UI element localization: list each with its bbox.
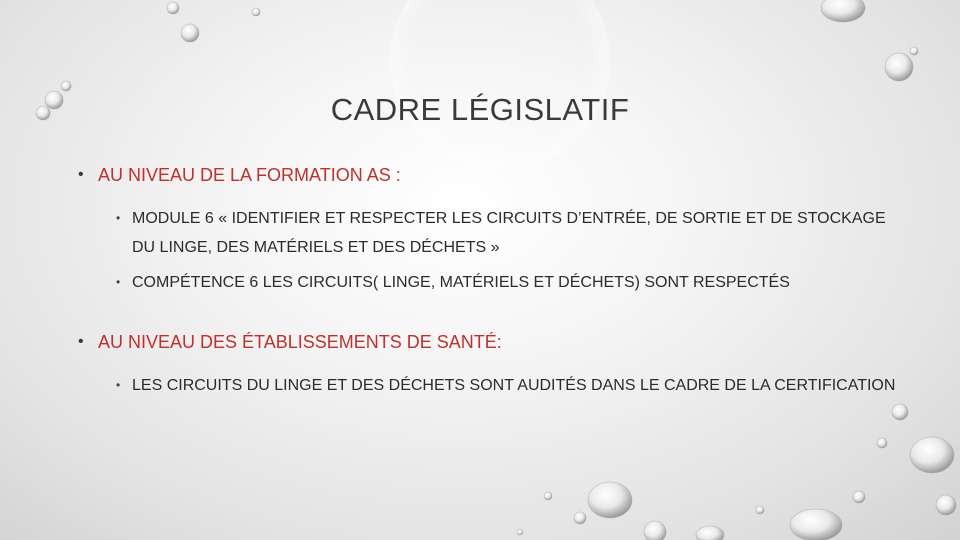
list-item: • LES CIRCUITS DU LINGE ET DES DÉCHETS SONT AUDITÉS DANS LE CADRE DE LA CERTIFICATION bbox=[116, 371, 908, 400]
section-heading-formation: • AU NIVEAU DE LA FORMATION AS : bbox=[78, 160, 908, 190]
slide-content bbox=[78, 160, 908, 412]
section-heading-etablissements: • AU NIVEAU DES ÉTABLISSEMENTS DE SANTÉ: bbox=[78, 327, 908, 357]
formation-items bbox=[78, 204, 908, 297]
slide-title: CADRE LÉGISLATIF bbox=[330, 92, 630, 127]
list-item: • MODULE 6 « IDENTIFIER ET RESPECTER LES CIRCUITS D’ENTRÉE, DE SORTIE ET DE STOCKAGE DU LINGE, DES MATÉRIELS ET DES DÉCHETS » bbox=[116, 204, 908, 262]
list-item: • COMPÉTENCE 6 LES CIRCUITS( LINGE, MATÉRIELS ET DÉCHETS) SONT RESPECTÉS bbox=[116, 268, 908, 297]
etablissements-items bbox=[78, 371, 908, 400]
